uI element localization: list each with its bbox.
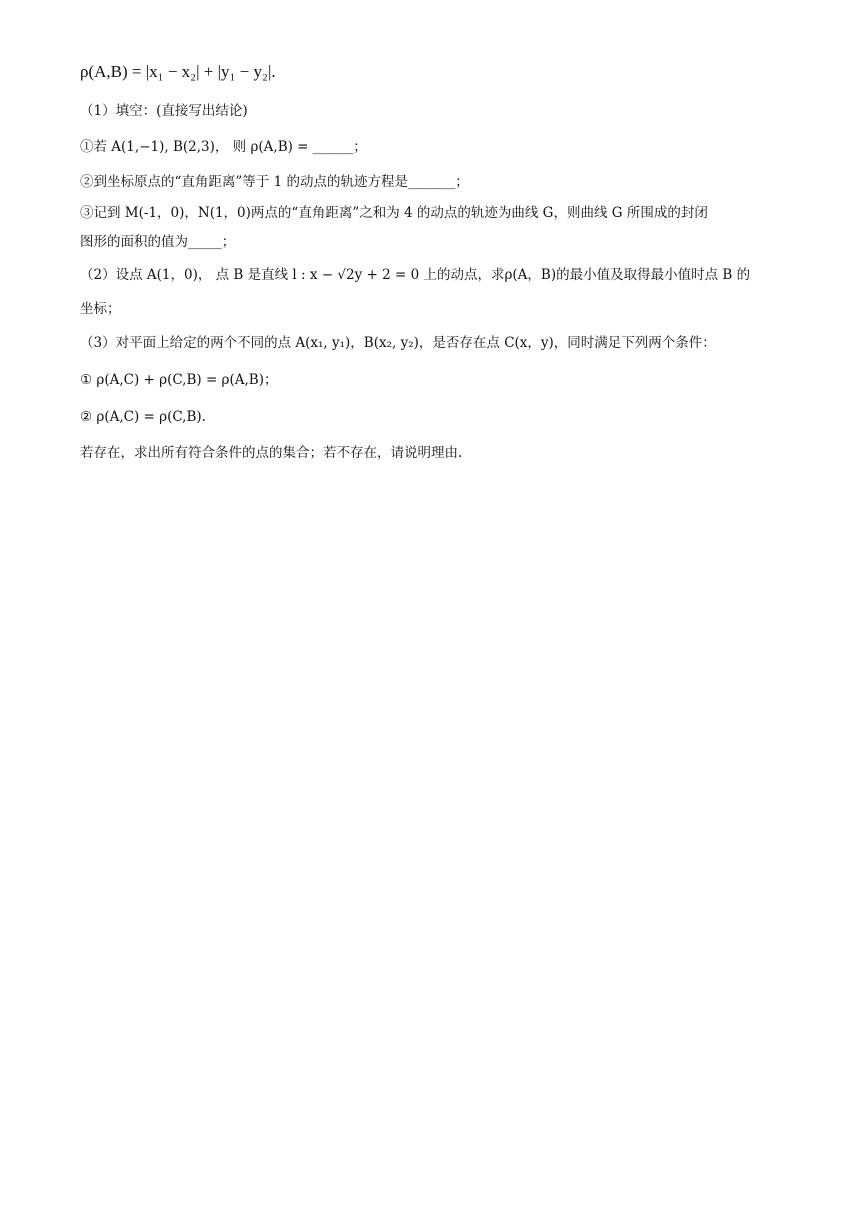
part2-line1: （2）设点 A(1，0)， 点 B 是直线 l : x − √2y + 2 = 0 上的动点，求ρ(A，B)的最小值及取得最小值时点 B 的 — [80, 267, 751, 283]
question-1-3-line2: 图形的面积的值为_____； — [80, 234, 236, 250]
question-1-3-line1: ③记到 M(-1，0)，N(1，0)两点的“直角距离”之和为 4 的动点的轨迹为曲线 G，则曲线 G 所围成的封闭 — [80, 205, 708, 221]
condition-2: ② ρ(A,C) = ρ(C,B). — [80, 409, 206, 425]
question-1-1: ①若 A(1,−1), B(2,3)， 则 ρ(A,B) = ______； — [80, 139, 367, 155]
definition-formula: ρ(A,B) = |x₁ − x₂| + |y₁ − y₂|. — [80, 62, 276, 81]
question-1-2: ②到坐标原点的“直角距离”等于 1 的动点的轨迹方程是_______； — [80, 174, 469, 190]
part2-line2: 坐标； — [80, 301, 121, 317]
part3-line: （3）对平面上给定的两个不同的点 A(x₁, y₁)，B(x₂, y₂)，是否存在点 C(x，y)，同时满足下列两个条件： — [80, 335, 716, 351]
condition-1: ① ρ(A,C) + ρ(C,B) = ρ(A,B)； — [80, 372, 278, 388]
part1-heading: （1）填空：(直接写出结论) — [80, 103, 248, 119]
closing-question: 若存在，求出所有符合条件的点的集合；若不存在，请说明理由. — [80, 445, 463, 461]
